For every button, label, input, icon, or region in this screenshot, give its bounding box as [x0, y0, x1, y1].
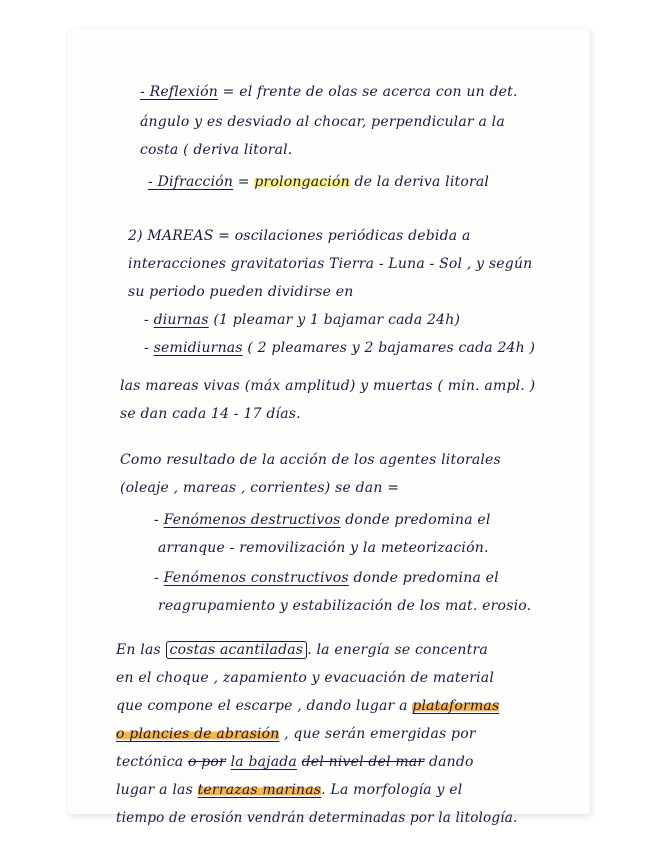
note-text: - [154, 570, 164, 586]
term-la-bajada: la bajada [230, 754, 297, 770]
note-line-22 [116, 754, 474, 770]
term-difraccion: - Difracción [148, 174, 234, 190]
note-text: (1 pleamar y 1 bajamar cada 24h) [208, 312, 461, 328]
term-costas-acantiladas: costas acantiladas [166, 641, 308, 659]
note-line-15: arranque - removilización y la meteorización. [158, 540, 489, 556]
term-diurnas: diurnas [153, 312, 209, 328]
highlight-plataformas: plataformas [412, 698, 500, 714]
note-line-8 [144, 312, 460, 328]
term-reflexion: - Reflexión [140, 84, 218, 100]
note-line-9 [144, 340, 535, 356]
note-line-11: se dan cada 14 - 17 días. [120, 406, 301, 422]
note-text: En las [116, 642, 166, 658]
note-line-7: su periodo pueden dividirse en [128, 284, 354, 300]
note-line-24: tiempo de erosión vendrán determinadas por la litología. [116, 810, 518, 826]
bleed-through [98, 128, 102, 143]
note-line-1 [140, 84, 518, 100]
note-text: donde predomina el [348, 570, 499, 586]
note-text: ( 2 pleamares y 2 bajamares cada 24h ) [242, 340, 536, 356]
note-line-12: Como resultado de la acción de los agentes litorales [120, 452, 501, 468]
note-text: - [154, 512, 164, 528]
note-text: tectónica [116, 754, 188, 770]
highlight-plancies-de-abrasion: o plancies de abrasión [116, 726, 280, 742]
struck-text: o por [187, 754, 226, 770]
note-line-5: 2) MAREAS = oscilaciones periódicas debida a [128, 228, 471, 244]
note-text: - [144, 312, 154, 328]
note-text: que compone el escarpe , dando lugar a [116, 698, 413, 714]
note-text: . La morfología y el [321, 782, 463, 798]
term-fenomenos-destructivos: Fenómenos destructivos [163, 512, 341, 528]
note-line-17: reagrupamiento y estabilización de los mat. erosio. [158, 598, 532, 614]
note-text: = [233, 174, 255, 190]
term-fenomenos-constructivos: Fenómenos constructivos [163, 570, 349, 586]
note-text: lugar a las [116, 782, 198, 798]
note-line-10: las mareas vivas (máx amplitud) y muertas ( min. ampl. ) [120, 378, 536, 394]
note-text: - [144, 340, 154, 356]
note-text: donde predomina el [340, 512, 491, 528]
note-text: = el frente de olas se acerca con un det. [217, 84, 518, 100]
note-line-6: interacciones gravitatorias Tierra - Luna - Sol , y según [128, 256, 533, 272]
note-line-18 [116, 642, 488, 658]
struck-text: del nivel del mar [301, 754, 425, 770]
note-line-3: costa ( deriva litoral. [140, 142, 293, 158]
note-line-23 [116, 782, 462, 798]
highlight-terrazas-marinas: terrazas marinas [197, 782, 322, 798]
note-line-19: en el choque , zapamiento y evacuación de material [116, 670, 494, 686]
note-line-13: (oleaje , mareas , corrientes) se dan = [120, 480, 400, 496]
note-text: . la energía se concentra [307, 642, 488, 658]
note-line-21 [116, 726, 476, 742]
note-line-14 [154, 512, 491, 528]
note-line-20 [116, 698, 499, 714]
note-line-16 [154, 570, 499, 586]
term-semidiurnas: semidiurnas [153, 340, 243, 356]
note-text: dando [424, 754, 474, 770]
note-line-2: ángulo y es desviado al chocar, perpendicular a la [140, 114, 505, 130]
note-line-4 [148, 174, 489, 190]
note-text: , que serán emergidas por [279, 726, 476, 742]
highlight-prolongacion: prolongación [254, 174, 350, 190]
note-text: de la deriva litoral [349, 174, 490, 190]
notebook-page [68, 28, 590, 826]
